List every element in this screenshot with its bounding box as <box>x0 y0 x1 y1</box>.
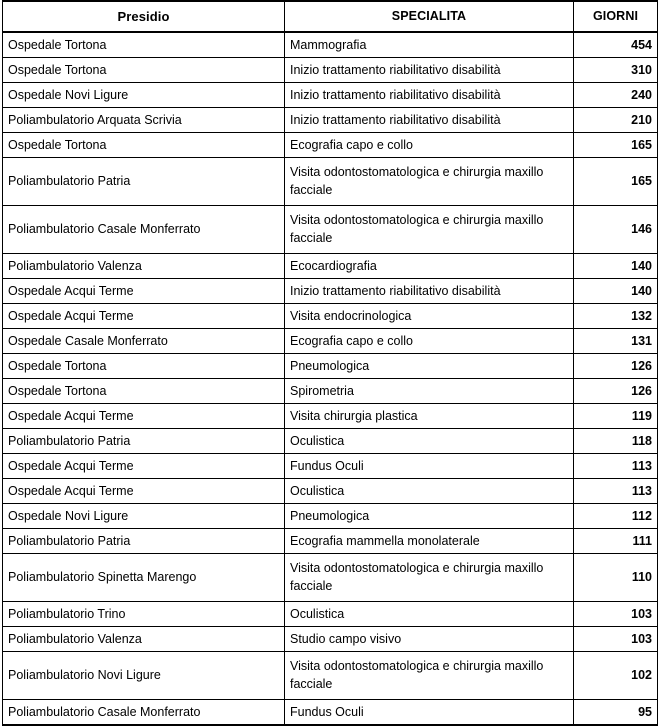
cell-specialita: Inizio trattamento riabilitativo disabilità <box>285 108 574 133</box>
cell-giorni: 310 <box>574 58 658 83</box>
cell-giorni: 165 <box>574 133 658 158</box>
cell-giorni: 119 <box>574 404 658 429</box>
cell-presidio: Ospedale Acqui Terme <box>3 404 285 429</box>
cell-giorni: 240 <box>574 83 658 108</box>
cell-giorni: 112 <box>574 504 658 529</box>
cell-specialita: Ecocardiografia <box>285 254 574 279</box>
cell-specialita: Inizio trattamento riabilitativo disabilità <box>285 83 574 108</box>
cell-presidio: Poliambulatorio Patria <box>3 429 285 454</box>
cell-specialita: Oculistica <box>285 429 574 454</box>
cell-presidio: Poliambulatorio Patria <box>3 529 285 554</box>
cell-specialita: Inizio trattamento riabilitativo disabilità <box>285 279 574 304</box>
cell-giorni: 111 <box>574 529 658 554</box>
table-row <box>3 254 658 279</box>
column-header-presidio: Presidio <box>3 1 285 32</box>
cell-giorni: 110 <box>574 554 658 602</box>
cell-giorni: 210 <box>574 108 658 133</box>
table-row <box>3 206 658 254</box>
table-row <box>3 108 658 133</box>
cell-specialita: Fundus Oculi <box>285 454 574 479</box>
table-row <box>3 279 658 304</box>
cell-giorni: 131 <box>574 329 658 354</box>
table-header <box>3 1 658 32</box>
cell-specialita: Visita chirurgia plastica <box>285 404 574 429</box>
cell-giorni: 140 <box>574 279 658 304</box>
column-header-specialita: SPECIALITA <box>285 1 574 32</box>
table-row <box>3 479 658 504</box>
table-row <box>3 429 658 454</box>
cell-specialita: Visita odontostomatologica e chirurgia maxillo facciale <box>285 206 574 254</box>
table-row <box>3 58 658 83</box>
cell-presidio: Ospedale Acqui Terme <box>3 454 285 479</box>
cell-presidio: Poliambulatorio Arquata Scrivia <box>3 108 285 133</box>
cell-specialita: Visita odontostomatologica e chirurgia maxillo facciale <box>285 652 574 700</box>
cell-presidio: Poliambulatorio Spinetta Marengo <box>3 554 285 602</box>
cell-specialita: Ecografia capo e collo <box>285 329 574 354</box>
cell-presidio: Ospedale Novi Ligure <box>3 504 285 529</box>
cell-giorni: 103 <box>574 602 658 627</box>
table-row <box>3 83 658 108</box>
cell-specialita: Ecografia mammella monolaterale <box>285 529 574 554</box>
cell-giorni: 103 <box>574 627 658 652</box>
cell-giorni: 95 <box>574 700 658 726</box>
table-row <box>3 529 658 554</box>
cell-giorni: 132 <box>574 304 658 329</box>
table-row <box>3 158 658 206</box>
cell-specialita: Inizio trattamento riabilitativo disabilità <box>285 58 574 83</box>
cell-presidio: Poliambulatorio Valenza <box>3 254 285 279</box>
cell-presidio: Poliambulatorio Casale Monferrato <box>3 700 285 726</box>
cell-giorni: 165 <box>574 158 658 206</box>
cell-presidio: Poliambulatorio Casale Monferrato <box>3 206 285 254</box>
cell-specialita: Ecografia capo e collo <box>285 133 574 158</box>
cell-giorni: 126 <box>574 354 658 379</box>
cell-presidio: Ospedale Novi Ligure <box>3 83 285 108</box>
cell-specialita: Visita odontostomatologica e chirurgia maxillo facciale <box>285 158 574 206</box>
cell-presidio: Poliambulatorio Trino <box>3 602 285 627</box>
cell-presidio: Ospedale Tortona <box>3 354 285 379</box>
cell-giorni: 146 <box>574 206 658 254</box>
cell-giorni: 118 <box>574 429 658 454</box>
cell-presidio: Ospedale Casale Monferrato <box>3 329 285 354</box>
cell-giorni: 140 <box>574 254 658 279</box>
table-row <box>3 304 658 329</box>
cell-specialita: Pneumologica <box>285 504 574 529</box>
cell-specialita: Studio campo visivo <box>285 627 574 652</box>
table-row <box>3 627 658 652</box>
column-header-giorni: GIORNI <box>574 1 658 32</box>
cell-specialita: Pneumologica <box>285 354 574 379</box>
cell-giorni: 113 <box>574 454 658 479</box>
cell-specialita: Spirometria <box>285 379 574 404</box>
table-row <box>3 652 658 700</box>
cell-specialita: Oculistica <box>285 602 574 627</box>
table-row <box>3 32 658 58</box>
table-row <box>3 700 658 726</box>
cell-giorni: 113 <box>574 479 658 504</box>
cell-specialita: Oculistica <box>285 479 574 504</box>
cell-specialita: Mammografia <box>285 32 574 58</box>
cell-presidio: Ospedale Acqui Terme <box>3 279 285 304</box>
table-header-row <box>3 1 658 32</box>
cell-giorni: 126 <box>574 379 658 404</box>
cell-giorni: 102 <box>574 652 658 700</box>
cell-presidio: Poliambulatorio Patria <box>3 158 285 206</box>
cell-presidio: Poliambulatorio Valenza <box>3 627 285 652</box>
waiting-times-table <box>2 0 658 726</box>
table-row <box>3 354 658 379</box>
table-body <box>3 32 658 725</box>
table-row <box>3 404 658 429</box>
cell-presidio: Poliambulatorio Novi Ligure <box>3 652 285 700</box>
cell-specialita: Visita odontostomatologica e chirurgia maxillo facciale <box>285 554 574 602</box>
cell-presidio: Ospedale Tortona <box>3 32 285 58</box>
table-row <box>3 329 658 354</box>
table-row <box>3 602 658 627</box>
cell-presidio: Ospedale Tortona <box>3 133 285 158</box>
table-row <box>3 379 658 404</box>
cell-presidio: Ospedale Acqui Terme <box>3 479 285 504</box>
cell-specialita: Visita endocrinologica <box>285 304 574 329</box>
cell-specialita: Fundus Oculi <box>285 700 574 726</box>
cell-giorni: 454 <box>574 32 658 58</box>
cell-presidio: Ospedale Acqui Terme <box>3 304 285 329</box>
table-row <box>3 504 658 529</box>
cell-presidio: Ospedale Tortona <box>3 379 285 404</box>
cell-presidio: Ospedale Tortona <box>3 58 285 83</box>
table-row <box>3 133 658 158</box>
table-row <box>3 554 658 602</box>
table-row <box>3 454 658 479</box>
